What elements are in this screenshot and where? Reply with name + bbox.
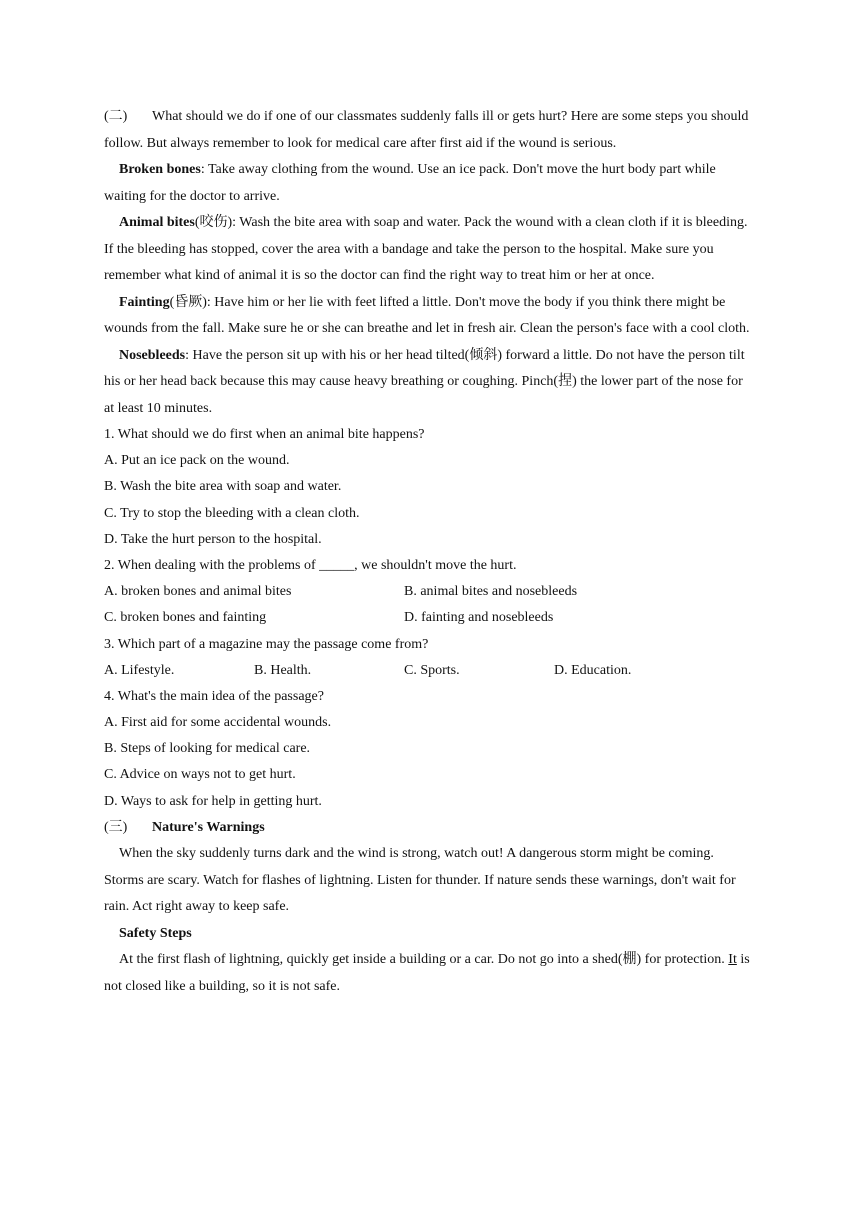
intro-text: What should we do if one of our classmates suddenly falls ill or gets hurt? Here are some steps you should follow. But always remember to look for medical care after first aid if the wound is serious. [104, 109, 749, 151]
section3-heading [104, 815, 756, 842]
option-2d: D. fainting and nosebleeds [404, 610, 554, 626]
option-2c: C. broken bones and fainting [104, 610, 267, 626]
option-1d: D. Take the hurt person to the hospital. [104, 531, 322, 547]
option-1a: A. Put an ice pack on the wound. [104, 453, 290, 469]
subheading-text: Safety Steps [119, 925, 192, 941]
paragraph-text: (昏厥): Have him or her lie with feet lifted a little. Don't move the body if you think there might be wounds from the fall. Make sure he or she can breathe and let in fresh air. Clean the person's face with a cool cloth. [104, 294, 750, 336]
paragraph-text: : Take away clothing from the wound. Use an ice pack. Don't move the hurt body part while waiting for the doctor to arrive. [104, 162, 716, 204]
option-1b: B. Wash the bite area with soap and water. [104, 479, 342, 495]
option-3b: B. Health. [254, 662, 312, 678]
option-2b: B. animal bites and nosebleeds [404, 584, 578, 600]
question-1: 1. What should we do first when an animal bite happens? [104, 427, 425, 442]
section3-paragraph-1: When the sky suddenly turns dark and the wind is strong, watch out! A dangerous storm might be coming. Storms are scary. Watch for flashes of lightning. Listen for thunder. If nature sends these warnings, don't wait for rain. Act right away to keep safe. [104, 846, 736, 915]
section3-subheading [104, 921, 756, 948]
option-4d: D. Ways to ask for help in getting hurt. [104, 793, 322, 809]
option-3a: A. Lifestyle. [104, 662, 175, 678]
section-title: Nature's Warnings [152, 819, 265, 835]
term-heading: Broken bones [119, 162, 201, 177]
option-4b: B. Steps of looking for medical care. [104, 741, 311, 757]
paragraph-text: At the first flash of lightning, quickly get inside a building or a car. Do not go into a shed(棚) for protection. [119, 952, 729, 968]
paragraph-broken-bones [104, 157, 756, 210]
page-content [104, 104, 756, 1000]
underlined-word: It [728, 952, 737, 968]
paragraph-fainting [104, 290, 756, 343]
paragraph-animal-bites [104, 210, 756, 290]
paragraph-text: (咬伤): Wash the bite area with soap and water. Pack the wound with a clean cloth if it is bleeding. If the bleeding has stopped, cover the area with a bandage and take the person to the hospital. Make sure you remember what kind of animal it is so the doctor can find the right way to treat him or her at once. [104, 215, 748, 283]
section-number: (三) [104, 819, 128, 835]
section3-paragraph-2 [104, 947, 756, 1000]
options-row [104, 605, 756, 631]
section2-intro [104, 104, 756, 157]
question-3: 3. Which part of a magazine may the passage come from? [104, 636, 429, 652]
term-heading: Nosebleeds [119, 347, 186, 363]
option-2a: A. broken bones and animal bites [104, 584, 292, 600]
section-number: (二) [104, 109, 128, 124]
paragraph-text: is not closed like a building, so it is not safe. [104, 952, 750, 994]
question-4: 4. What's the main idea of the passage? [104, 688, 324, 704]
term-heading: Animal bites [119, 215, 195, 230]
option-4c: C. Advice on ways not to get hurt. [104, 767, 296, 783]
paragraph-nosebleeds [104, 343, 756, 423]
options-row [104, 579, 756, 605]
term-heading: Fainting [119, 294, 170, 310]
option-3c: C. Sports. [404, 662, 460, 678]
option-4a: A. First aid for some accidental wounds. [104, 715, 332, 731]
option-3d: D. Education. [554, 662, 632, 678]
question-2: 2. When dealing with the problems of _____, we shouldn't move the hurt. [104, 557, 517, 573]
option-1c: C. Try to stop the bleeding with a clean cloth. [104, 505, 360, 521]
paragraph-text: : Have the person sit up with his or her head tilted(倾斜) forward a little. Do not have the person tilt his or her head back because this may cause heavy breathing or coughing. Pinch(捏) the lower part of the nose for at least 10 minutes. [104, 347, 745, 416]
options-row [104, 658, 756, 684]
